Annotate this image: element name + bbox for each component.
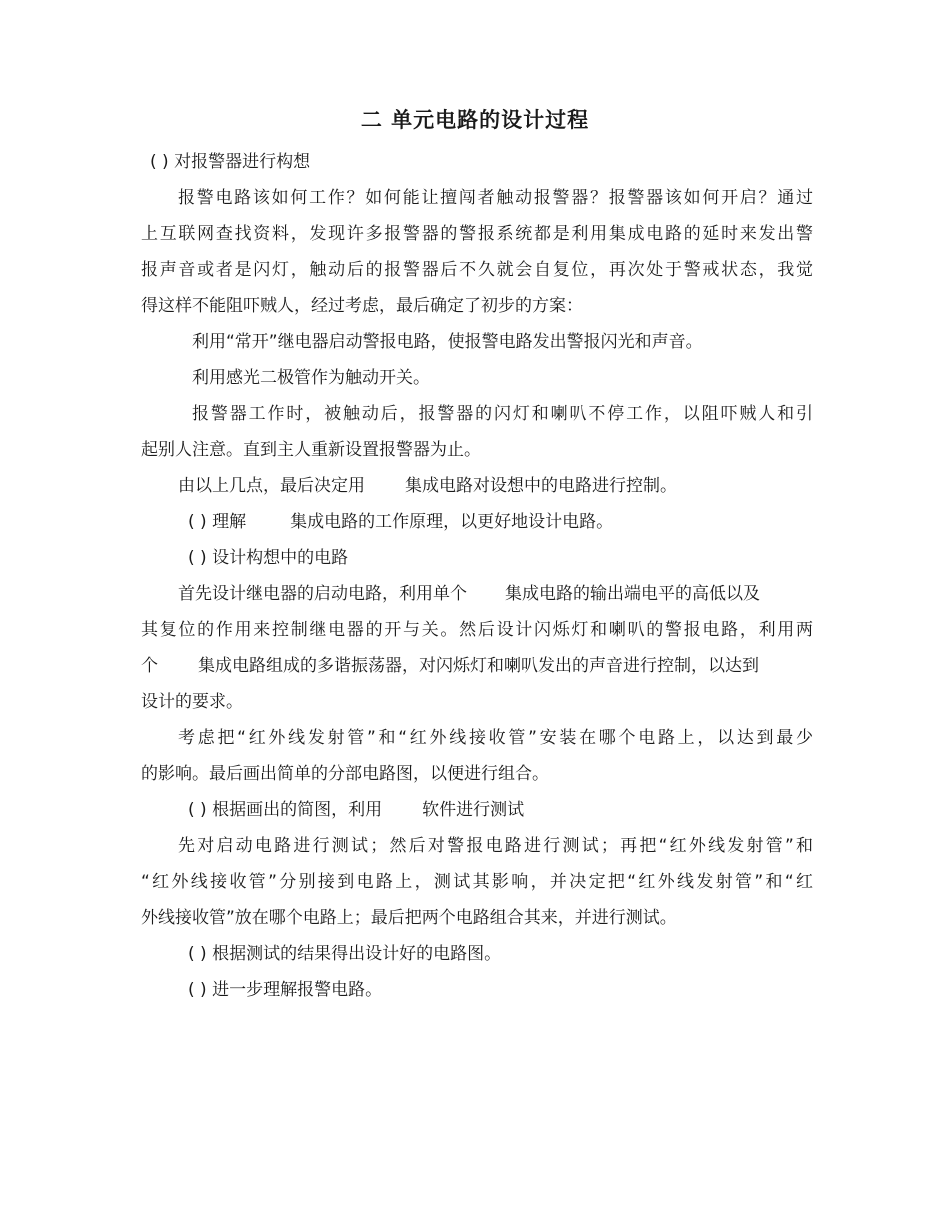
- subheading-5: ( ) 根据测试的结果得出设计好的电路图。: [188, 944, 502, 964]
- paragraph-line: 报警电路该如何工作？如何能让擅闯者触动报警器？报警器该如何开启？通过: [178, 188, 813, 208]
- text-fragment: 集成电路组成的多谐振荡器，对闪烁灯和喇叭发出的声音进行控制，以达到: [198, 656, 759, 676]
- subheading-1: ( ) 对报警器进行构想: [150, 152, 311, 172]
- paragraph-line: 报声音或者是闪灯，触动后的报警器后不久就会自复位，再次处于警戒状态，我觉: [141, 260, 813, 280]
- plan-item-2: 利用感光二极管作为触动开关。: [192, 368, 430, 388]
- plan-item-1: 利用“常开”继电器启动警报电路，使报警电路发出警报闪光和声音。: [192, 332, 703, 352]
- paragraph-line: 考虑把“红外线发射管”和“红外线接收管”安装在哪个电路上，以达到最少: [178, 728, 813, 748]
- paragraph-line: 其复位的作用来控制继电器的开与关。然后设计闪烁灯和喇叭的警报电路，利用两: [141, 620, 813, 640]
- section-title: 二 单元电路的设计过程: [360, 108, 590, 132]
- paragraph-line: 起别人注意。直到主人重新设置报警器为止。: [141, 440, 481, 460]
- text-fragment: 集成电路对设想中的电路进行控制。: [405, 476, 677, 496]
- text-fragment: 由以上几点，最后决定用: [178, 476, 365, 496]
- text-fragment: 首先设计继电器的启动电路，利用单个: [178, 584, 467, 604]
- subheading-2: [188, 510, 613, 534]
- text-fragment: ( ) 根据画出的简图，利用: [188, 800, 383, 820]
- paragraph-line: 报警器工作时，被触动后，报警器的闪灯和喇叭不停工作，以阻吓贼人和引: [192, 404, 813, 424]
- text-fragment: 软件进行测试: [422, 800, 525, 820]
- subheading-6: ( ) 进一步理解报警电路。: [188, 980, 383, 1000]
- text-fragment: 集成电路的工作原理，以更好地设计电路。: [290, 512, 614, 532]
- subheading-4: [188, 798, 524, 822]
- paragraph-line: 的影响。最后画出简单的分部电路图，以便进行组合。: [141, 764, 549, 784]
- subheading-3: ( ) 设计构想中的电路: [188, 548, 349, 568]
- paragraph-line: 得这样不能阻吓贼人，经过考虑，最后确定了初步的方案：: [141, 296, 583, 316]
- paragraph-line: 外线接收管”放在哪个电路上；最后把两个电路组合其来，并进行测试。: [141, 908, 677, 928]
- paragraph-line: 上互联网查找资料，发现许多报警器的警报系统都是利用集成电路的延时来发出警: [141, 224, 813, 244]
- text-fragment: 集成电路的输出端电平的高低以及: [505, 584, 760, 604]
- text-fragment: 个: [141, 656, 158, 676]
- paragraph-line: 先对启动电路进行测试；然后对警报电路进行测试；再把“红外线发射管”和: [178, 836, 813, 856]
- paragraph-line: [178, 474, 677, 498]
- paragraph-line: [178, 582, 813, 606]
- paragraph-line: “红外线接收管”分别接到电路上，测试其影响，并决定把“红外线发射管”和“红: [141, 872, 813, 892]
- paragraph-line: [141, 654, 759, 678]
- paragraph-line: 设计的要求。: [141, 692, 243, 712]
- text-fragment: ( ) 理解: [188, 512, 247, 532]
